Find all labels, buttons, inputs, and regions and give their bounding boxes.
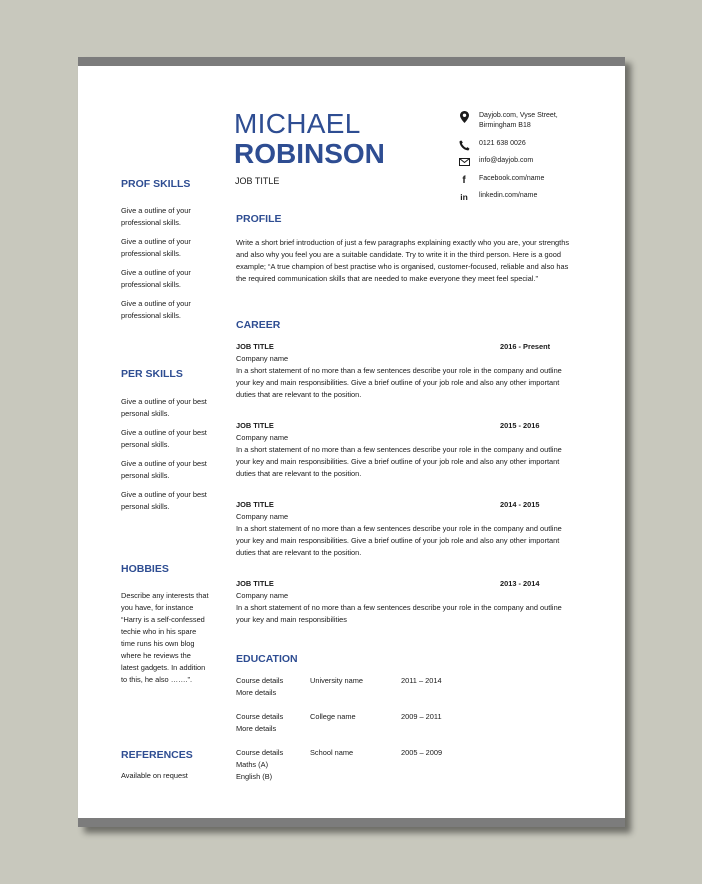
prof-skill-item: Give a outline of your professional skills. [121,268,191,289]
prof-skill-item: Give a outline of your professional skills. [121,299,191,320]
education-course: Course details [236,748,284,757]
hobbies-heading: HOBBIES [121,563,169,575]
hobbies-text: Describe any interests that you have, for instance “Harry is a self-confessed techie who in his spare time runs his own blog where he reviews the latest gadgets. In addition to this, he also …….”. [121,591,209,684]
prof-skills-heading: PROF SKILLS [121,178,191,190]
per-skill-item: Give a outline of your best personal skills. [121,397,207,418]
per-skill-item: Give a outline of your best personal skills. [121,428,207,449]
prof-skill-item: Give a outline of your professional skills. [121,206,191,227]
career-company: Company name [236,354,289,363]
profile-text: Write a short brief introduction of just a few paragraphs explaining exactly who you are, your strengths and also why you feel you are a suitable candidate. Try to write it in the third person. Here is a good example; “A true champion of best practise who is organised, customer-focused, reliable and also has the required communication skills that are needed to make everyone they meet feel special.” [236,238,570,283]
career-company: Company name [236,591,289,600]
education-extra: Maths (A) [236,760,269,769]
per-skill-item: Give a outline of your best personal skills. [121,459,207,480]
contact-linkedin [458,191,567,203]
contact-address-text: Dayjob.com, Vyse Street, Birmingham B18 [479,112,558,129]
map-pin-icon [458,111,470,123]
education-institution: College name [310,712,356,721]
career-company: Company name [236,512,289,521]
career-entry [236,420,576,480]
career-description: In a short statement of no more than a few sentences describe your role in the company and outline your key and main responsibilities. Give a brief outline of your job role and also any other important duties that are relevant to the position. [236,366,562,399]
job-title: JOB TITLE [235,176,280,186]
references-heading: REFERENCES [121,749,193,761]
career-description: In a short statement of no more than a few sentences describe your role in the company and outline your key and main responsibilities [236,603,562,624]
contact-linkedin-text[interactable]: linkedin.com/name [479,192,538,199]
education-institution: School name [310,748,354,757]
education-dates: 2011 – 2014 [401,676,442,685]
per-skills-heading: PER SKILLS [121,368,183,380]
career-entry [236,578,576,626]
education-row [236,675,476,701]
career-job-title: JOB TITLE [236,500,274,509]
career-job-title: JOB TITLE [236,421,274,430]
bottom-bar [78,818,625,827]
contact-facebook-text[interactable]: Facebook.com/name [479,175,545,182]
career-company: Company name [236,433,289,442]
contact-phone-text: 0121 638 0026 [479,140,526,147]
contact-email-text[interactable]: info@dayjob.com [479,157,534,164]
education-row [236,747,476,785]
career-description: In a short statement of no more than a few sentences describe your role in the company and outline your key and main responsibilities. Give a brief outline of your job role and also any other important duties that are relevant to the position. [236,524,562,557]
contact-phone [458,139,567,151]
career-heading: CAREER [236,319,281,331]
linkedin-icon: in [460,192,468,202]
career-job-title: JOB TITLE [236,342,274,351]
education-institution: University name [310,676,363,685]
contact-email [458,156,567,168]
career-entry [236,499,576,559]
education-extra: More details [236,724,277,733]
career-entry [236,341,576,401]
top-bar [78,57,625,66]
first-name: MICHAEL [234,108,361,139]
education-row [236,711,476,737]
career-dates: 2014 - 2015 [500,500,540,509]
per-skill-item: Give a outline of your best personal skills. [121,490,207,511]
resume-page [78,57,625,827]
contact-facebook [458,174,567,186]
education-heading: EDUCATION [236,653,298,665]
career-dates: 2016 - Present [500,342,551,351]
education-course: Course details [236,712,284,721]
career-dates: 2015 - 2016 [500,421,540,430]
references-text: Available on request [121,771,188,780]
facebook-icon: f [462,174,466,186]
education-dates: 2005 – 2009 [401,748,443,757]
prof-skill-item: Give a outline of your professional skills. [121,237,191,258]
education-extra: English (B) [236,772,273,781]
education-extra: More details [236,688,277,697]
profile-heading: PROFILE [236,213,282,225]
last-name: ROBINSON [234,138,385,169]
phone-icon [458,139,470,151]
education-course: Course details [236,676,284,685]
career-job-title: JOB TITLE [236,579,274,588]
education-dates: 2009 – 2011 [401,712,442,721]
envelope-icon [458,156,470,168]
career-description: In a short statement of no more than a few sentences describe your role in the company and outline your key and main responsibilities. Give a brief outline of your job role and also any other important duties that are relevant to the position. [236,445,562,478]
career-dates: 2013 - 2014 [500,579,540,588]
contact-address [458,111,567,131]
